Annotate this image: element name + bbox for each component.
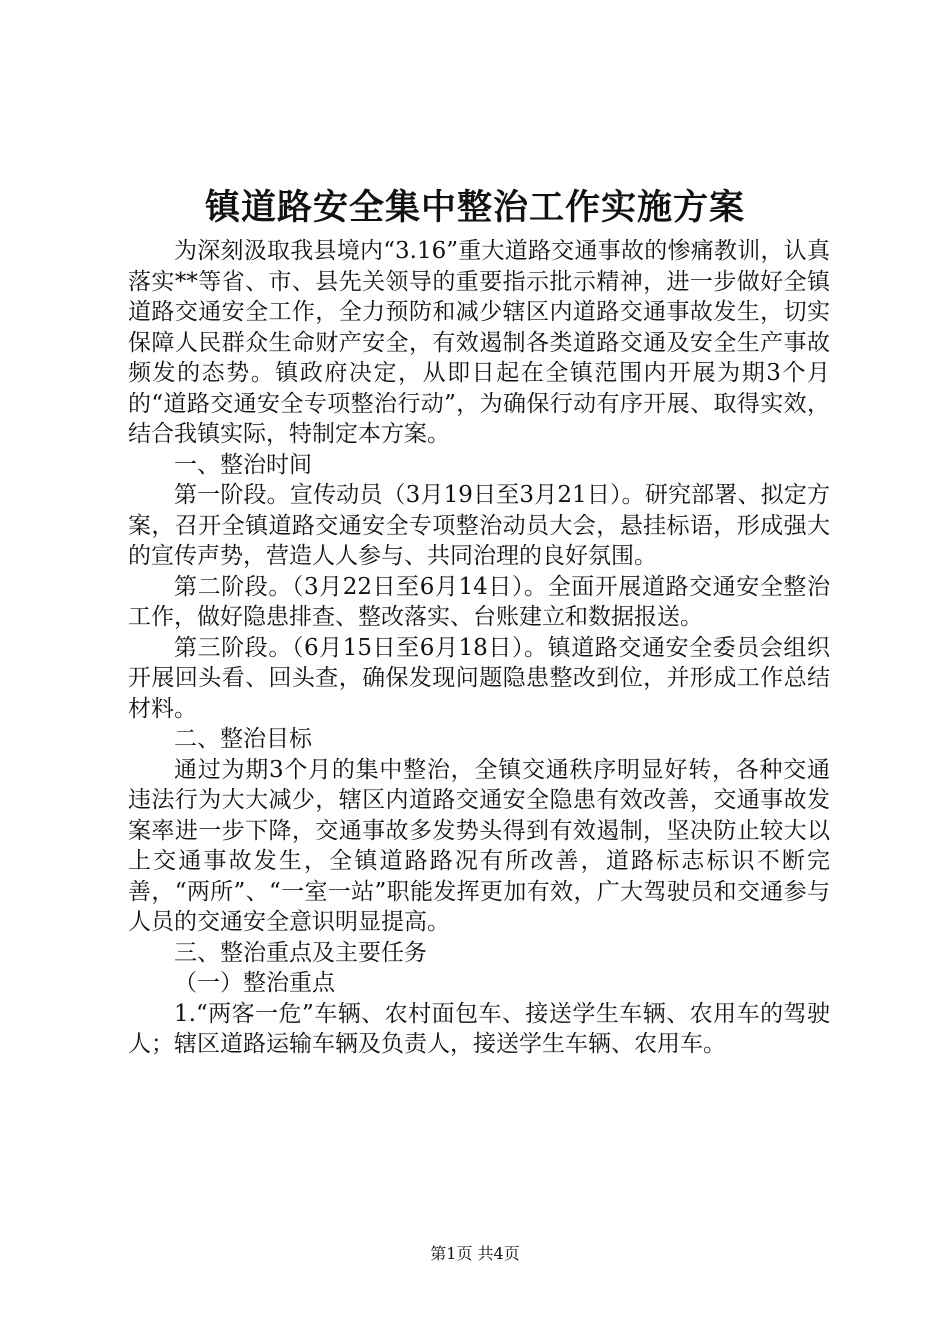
phase-two-paragraph: 第二阶段。（3月22日至6月14日）。全面开展道路交通安全整治工作，做好隐患排查、整改落实、台账建立和数据报送。 <box>128 573 830 630</box>
document-body <box>128 236 830 1060</box>
section-heading-time: 一、整治时间 <box>174 451 312 478</box>
subsection-heading-focus: （一）整治重点 <box>174 970 335 996</box>
phase-three-paragraph: 第三阶段。（6月15日至6月18日）。镇道路交通安全委员会组织开展回头看、回头查，确保发现问题隐患整改到位，并形成工作总结材料。 <box>128 634 830 722</box>
intro-paragraph: 为深刻汲取我县境内“3.16”重大道路交通事故的惨痛教训，认真落实**等省、市、县先关领导的重要指示批示精神，进一步做好全镇道路交通安全工作，全力预防和减少辖区内道路交通事故发生，切实保障人民群众生命财产安全，有效遏制各类道路交通及安全生产事故频发的态势。镇政府决定，从即日起在全镇范围内开展为期3个月的“道路交通安全专项整治行动”，为确保行动有序开展、取得实效，结合我镇实际，特制定本方案。 <box>128 238 830 447</box>
page-footer: 第1页 共4页 <box>430 1244 520 1263</box>
phase-one-paragraph: 第一阶段。宣传动员（3月19日至3月21日）。研究部署、拟定方案，召开全镇道路交通安全专项整治动员大会，悬挂标语，形成强大的宣传声势，营造人人参与、共同治理的良好氛围。 <box>128 482 830 569</box>
focus-item-1: 1.“两客一危”车辆、农村面包车、接送学生车辆、农用车的驾驶人；辖区道路运输车辆及负责人，接送学生车辆、农用车。 <box>128 1000 830 1057</box>
document-title: 镇道路安全集中整治工作实施方案 <box>204 187 745 228</box>
section-heading-tasks: 三、整治重点及主要任务 <box>174 939 427 966</box>
goals-paragraph: 通过为期3个月的集中整治，全镇交通秩序明显好转，各种交通违法行为大大减少，辖区内道路交通安全隐患有效改善，交通事故发案率进一步下降，交通事故多发势头得到有效遏制，坚决防止较大以上交通事故发生，全镇道路路况有所改善，道路标志标识不断完善，“两所”、“一室一站”职能发挥更加有效，广大驾驶员和交通参与人员的交通安全意识明显提高。 <box>128 756 830 935</box>
section-heading-goals: 二、整治目标 <box>174 726 312 752</box>
